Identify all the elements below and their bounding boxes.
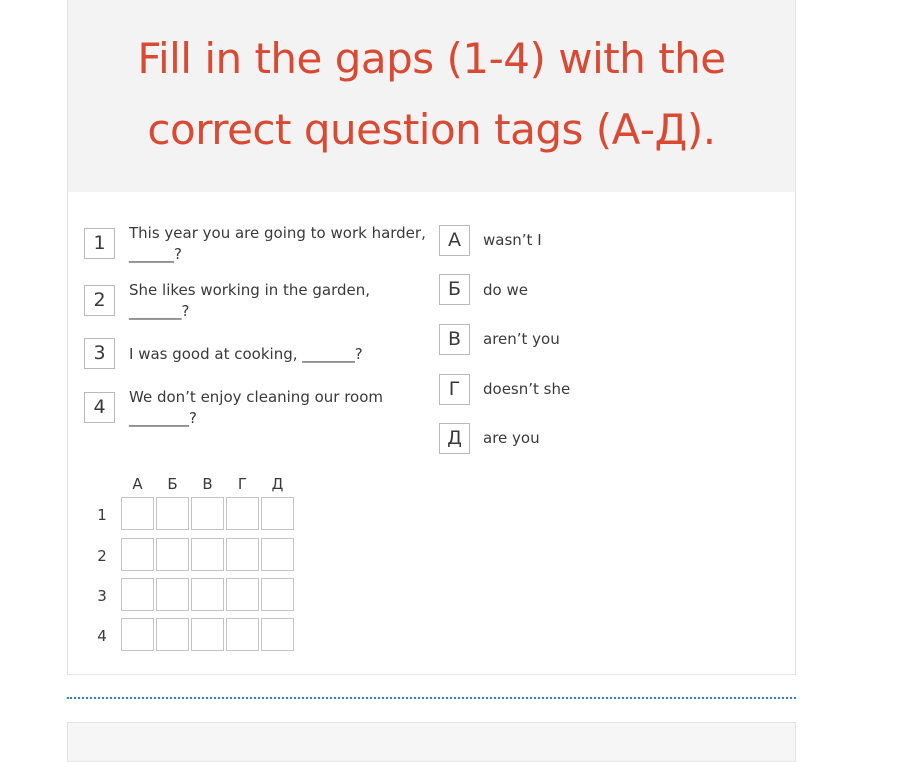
answer-text-b: do we — [483, 281, 528, 299]
grid-column-a: А — [132, 475, 143, 493]
grid-row-4: 4 — [97, 627, 107, 645]
grid-cell-3-a[interactable] — [121, 578, 154, 611]
grid-cell-2-a[interactable] — [121, 538, 154, 571]
grid-cell-4-b[interactable] — [156, 618, 189, 651]
next-exercise-card — [67, 722, 796, 762]
title-line-1: Fill in the gaps (1-4) with the — [137, 34, 726, 83]
grid-cell-1-v[interactable] — [191, 497, 224, 530]
grid-column-g: Г — [237, 475, 248, 493]
grid-cell-1-d[interactable] — [261, 497, 294, 530]
grid-row-3: 3 — [97, 587, 107, 605]
grid-cell-3-g[interactable] — [226, 578, 259, 611]
grid-column-b: Б — [167, 475, 178, 493]
question-text-1: This year you are going to work harder, ______? — [129, 224, 426, 263]
exercise-title — [68, 23, 795, 165]
answer-text-d: are you — [483, 429, 540, 447]
answer-text-v: aren’t you — [483, 330, 560, 348]
grid-cell-2-b[interactable] — [156, 538, 189, 571]
section-divider — [67, 697, 796, 699]
answer-letter-a: А — [439, 225, 470, 256]
question-number-3: 3 — [84, 338, 115, 369]
grid-column-v: В — [202, 475, 213, 493]
question-text-3: I was good at cooking, _______? — [129, 345, 363, 363]
grid-cell-4-d[interactable] — [261, 618, 294, 651]
grid-cell-3-v[interactable] — [191, 578, 224, 611]
question-text-4: We don’t enjoy cleaning our room ________? — [129, 388, 384, 427]
answer-text-g: doesn’t she — [483, 380, 571, 398]
answer-text-a: wasn’t I — [483, 231, 542, 249]
grid-column-d: Д — [271, 475, 284, 493]
grid-cell-1-a[interactable] — [121, 497, 154, 530]
answer-letter-b: Б — [439, 274, 470, 305]
grid-cell-3-b[interactable] — [156, 578, 189, 611]
question-number-1: 1 — [84, 228, 115, 259]
question-number-4: 4 — [84, 392, 115, 423]
title-line-2: correct question tags (А-Д). — [147, 105, 716, 154]
question-number-2: 2 — [84, 285, 115, 316]
answer-letter-g: Г — [439, 374, 470, 405]
grid-cell-2-v[interactable] — [191, 538, 224, 571]
grid-cell-2-d[interactable] — [261, 538, 294, 571]
grid-cell-4-g[interactable] — [226, 618, 259, 651]
grid-row-2: 2 — [97, 547, 107, 565]
grid-cell-4-a[interactable] — [121, 618, 154, 651]
exercise-header — [68, 0, 795, 192]
grid-cell-2-g[interactable] — [226, 538, 259, 571]
answer-letter-v: В — [439, 324, 470, 355]
grid-cell-1-b[interactable] — [156, 497, 189, 530]
question-text-2: She likes working in the garden, _______? — [129, 281, 371, 320]
exercise-card — [67, 0, 796, 675]
grid-cell-4-v[interactable] — [191, 618, 224, 651]
grid-row-1: 1 — [97, 506, 107, 524]
grid-cell-1-g[interactable] — [226, 497, 259, 530]
answer-letter-d: Д — [439, 423, 470, 454]
grid-cell-3-d[interactable] — [261, 578, 294, 611]
